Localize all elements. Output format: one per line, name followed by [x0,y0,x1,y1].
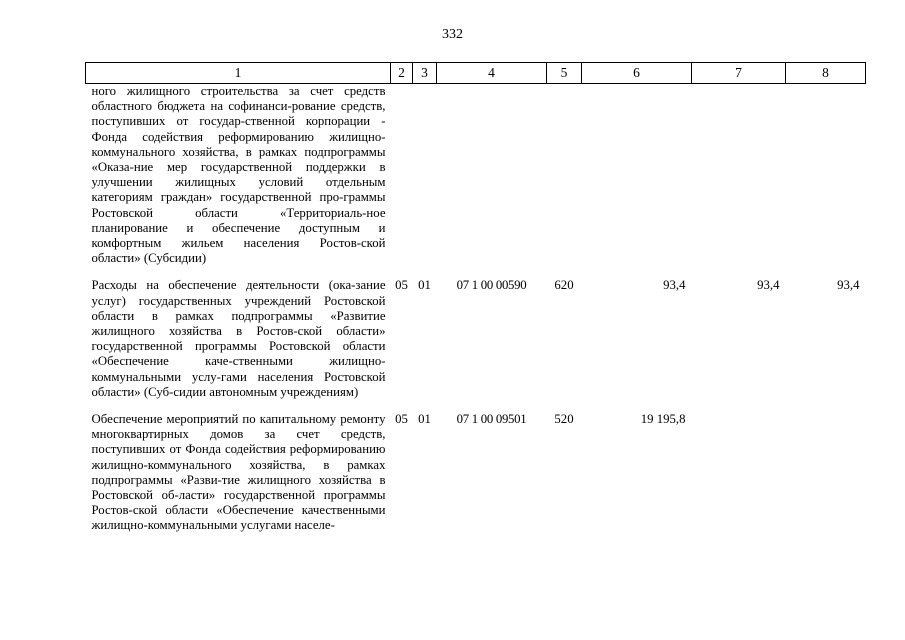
budget-table [85,62,866,534]
table-row [86,411,866,534]
expense-type-code: 520 [554,412,574,427]
page-number: 332 [442,27,463,42]
table-row [86,84,866,278]
target-article-code: 07 1 00 09501 [456,412,527,427]
expense-type-code [547,84,582,278]
amount-col-8 [786,411,866,534]
subsection-code [413,84,437,278]
amount-col-6: 19 195,8 [640,412,686,427]
section-code: 05 [395,278,408,293]
subsection-code: 01 [418,412,431,427]
section-code: 05 [395,412,408,427]
target-article-code [437,84,547,278]
column-header: 3 [413,63,437,84]
amount-col-6 [582,84,692,278]
column-header: 4 [437,63,547,84]
target-article-code: 07 1 00 00590 [456,278,527,293]
row-description: Обеспечение мероприятий по капитальному ремонту многоквартирных домов за счет средств, поступивших от Фонда содействия реформированию жилищно-коммунального хозяйства, в рамках подпрограммы «Разви-тие жилищного хозяйства в Ростовской об-ласти» государственной программы Ростов-ской области «Обеспечение качественными жилищно-коммунальными услугами населе- [91,412,386,533]
column-header: 2 [391,63,413,84]
column-header: 5 [547,63,582,84]
amount-col-7 [692,84,786,278]
column-header: 8 [786,63,866,84]
subsection-code: 01 [418,278,431,293]
amount-col-6: 93,4 [663,278,686,293]
expense-type-code: 620 [554,278,574,293]
row-description: Расходы на обеспечение деятельности (ока-зание услуг) государственных учреждений Ростовской области в рамках подпрограммы «Развитие жилищного хозяйства в Ростов-ской области» государственной программы Ростовской области «Обеспечение каче-ственными жилищно-коммунальными услу-гами населения Ростовской области» (Суб-сидии автономным учреждениям) [91,278,386,399]
column-header: 1 [86,63,391,84]
amount-col-7: 93,4 [757,278,780,293]
section-code [391,84,413,278]
amount-col-7 [692,411,786,534]
table-header-row [86,63,866,84]
amount-col-8 [786,84,866,278]
column-header: 7 [692,63,786,84]
column-header: 6 [582,63,692,84]
amount-col-8: 93,4 [837,278,860,293]
table-row [86,277,866,411]
row-description: ного жилищного строительства за счет средств областного бюджета на софинанси-рование средств, поступивших от государ-ственной корпорации - Фонда содействия реформированию жилищно-коммунального хозяйства, в рамках подпрограммы «Оказа-ние мер государственной поддержки в улучшении жилищных условий отдельным категориям граждан» государственной про-граммы Ростовской области «Территориаль-ное планирование и обеспечение доступным и комфортным жильем населения Ростов-ской области» (Субсидии) [91,84,386,266]
